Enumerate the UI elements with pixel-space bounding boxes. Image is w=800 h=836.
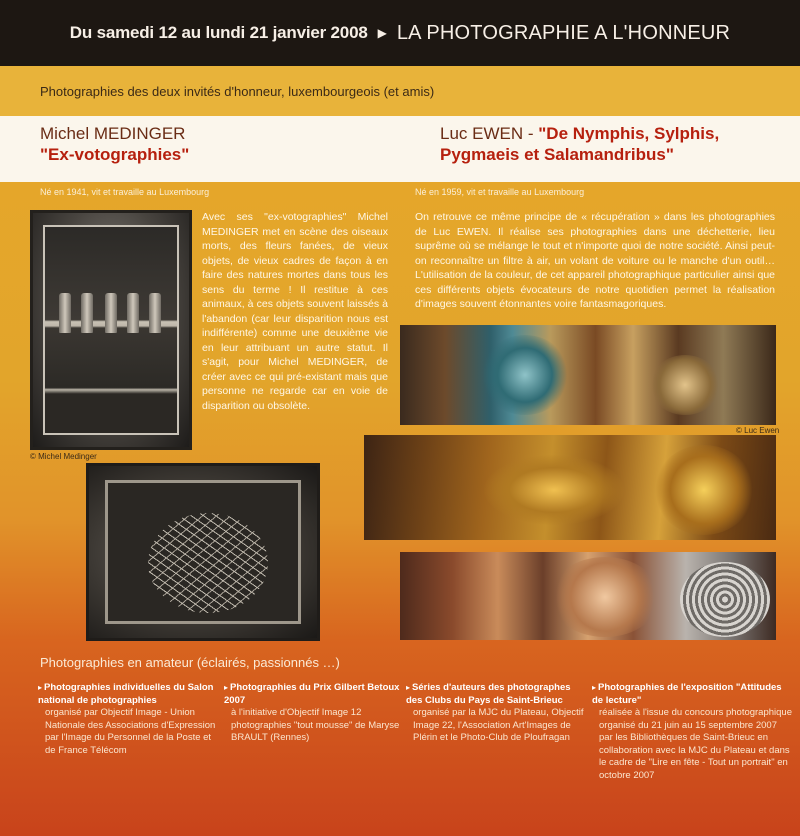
amateur-column-2-body: à l'initiative d'Objectif Image 12 photographies "tout mousse" de Maryse BRAULT (Rennes) bbox=[231, 707, 400, 743]
right-artist-description: On retrouve ce même principe de « récupération » dans les photographies de Luc EWEN. Il réalise ses photographies dans une déchetterie, lieu suprême où se mélange le tout et n'importe quoi de notre société. Ainsi peut-on reconnaître un filtre à air, un volant de voiture ou le manche d'un outil… L'utilisation de la couleur, de cet appareil photographique particulier ainsi que ces différents objets évocateurs de notre quotidien permet la réalisation d'images souvent étonnantes voire fantasmagoriques. bbox=[415, 211, 775, 310]
header-dates: Du samedi 12 au lundi 21 janvier 2008 bbox=[69, 23, 368, 42]
left-artist-description: Avec ses "ex-votographies" Michel MEDINGER met en scène des oiseaux morts, des fleurs fanées, de vieux objets, de vieux cadres de façon à en faire des natures mortes dans tous les sens du terme ! Il restitue à ces animaux, à ces objets souvent laissés à l'abandon (car leur disparition nous est indifférente) comme une deuxième vie en leur attribuant un autre statut. Il s'agit, pour Michel MEDINGER, de créer avec ce qui pré-existant mais que personne ne regarde car en voie de disparition ou obsolète. bbox=[202, 211, 388, 412]
photo-detail bbox=[680, 562, 770, 637]
right-artist-name-line bbox=[440, 124, 719, 144]
triangle-right-icon: ▶ bbox=[377, 26, 387, 40]
right-artist-heading bbox=[440, 124, 719, 165]
left-artist-bio: Né en 1941, vit et travaille au Luxembourg bbox=[40, 187, 210, 197]
amateur-column-3-body: organisé par la MJC du Plateau, Objectif Image 22, l'Association Art'Images de Plérin et le Photo-Club de Ploufragan bbox=[413, 707, 584, 743]
right-artist-work-title-line1: "De Nymphis, Sylphis, bbox=[538, 124, 720, 143]
right-artist-work-title-line2: Pygmaeis et Salamandribus" bbox=[440, 145, 674, 164]
amateur-column-3 bbox=[406, 682, 586, 745]
ewen-photo-strip-2 bbox=[364, 435, 776, 540]
right-artist-bio: Né en 1959, vit et travaille au Luxembourg bbox=[415, 187, 585, 197]
photo-detail bbox=[484, 455, 624, 525]
left-artist-work-title: "Ex-votographies" bbox=[40, 145, 190, 164]
photo-detail bbox=[650, 355, 720, 415]
header-bar bbox=[0, 0, 800, 66]
amateur-section-title: Photographies en amateur (éclairés, passionnés …) bbox=[40, 655, 340, 670]
bottle-shape bbox=[105, 293, 117, 333]
amateur-column-2 bbox=[224, 682, 404, 745]
ewen-photo-strip-1 bbox=[400, 325, 776, 425]
photo-frame bbox=[43, 225, 179, 435]
bottle-shape bbox=[149, 293, 161, 333]
photo-frame bbox=[105, 480, 301, 624]
artists-title-band bbox=[0, 116, 800, 182]
bottle-shape bbox=[127, 293, 139, 333]
amateur-column-3-head: ▸ Séries d'auteurs des photographes des Clubs du Pays de Saint-Brieuc bbox=[406, 682, 586, 707]
photo-detail bbox=[550, 557, 660, 637]
amateur-column-2-head: ▸ Photographies du Prix Gilbert Betoux 2007 bbox=[224, 682, 404, 707]
right-photo-credit: © Luc Ewen bbox=[736, 426, 780, 435]
subtitle-band bbox=[0, 66, 800, 116]
amateur-column-1 bbox=[38, 682, 218, 757]
bottle-shape bbox=[59, 293, 71, 333]
amateur-column-4 bbox=[592, 682, 792, 782]
header-title: LA PHOTOGRAPHIE A L'HONNEUR bbox=[396, 21, 731, 44]
amateur-column-4-head: ▸ Photographies de l'exposition "Attitudes de lecture" bbox=[592, 682, 792, 707]
amateur-column-1-body: organisé par Objectif Image - Union Nationale des Associations d'Expression par l'Image du Personnel de la Poste et de France Télécom bbox=[45, 707, 216, 756]
ewen-photo-strip-3 bbox=[400, 552, 776, 640]
amateur-column-4-body: réalisée à l'issue du concours photographique organisé du 21 juin au 15 septembre 2007 par les Bibliothèques de Saint-Brieuc en collaboration avec la MJC du Plateau et dans le cadre de "Lire en fête - Tout un portrait" en octobre 2007 bbox=[599, 707, 792, 781]
medinger-photo-plant bbox=[86, 463, 320, 641]
photo-detail bbox=[480, 335, 570, 415]
left-artist-heading bbox=[40, 124, 189, 165]
right-artist-name: Luc EWEN - bbox=[440, 124, 539, 143]
subtitle-text: Photographies des deux invités d'honneur, luxembourgeois (et amis) bbox=[40, 83, 435, 99]
left-artist-name: Michel MEDINGER bbox=[40, 124, 186, 143]
left-photo-credit: © Michel Medinger bbox=[30, 452, 97, 461]
bottle-shape bbox=[81, 293, 93, 333]
medinger-photo-bottles bbox=[30, 210, 192, 450]
photo-detail bbox=[654, 445, 754, 535]
amateur-column-1-head: ▸ Photographies individuelles du Salon national de photographies bbox=[38, 682, 218, 707]
dried-plant-shape bbox=[148, 513, 268, 613]
